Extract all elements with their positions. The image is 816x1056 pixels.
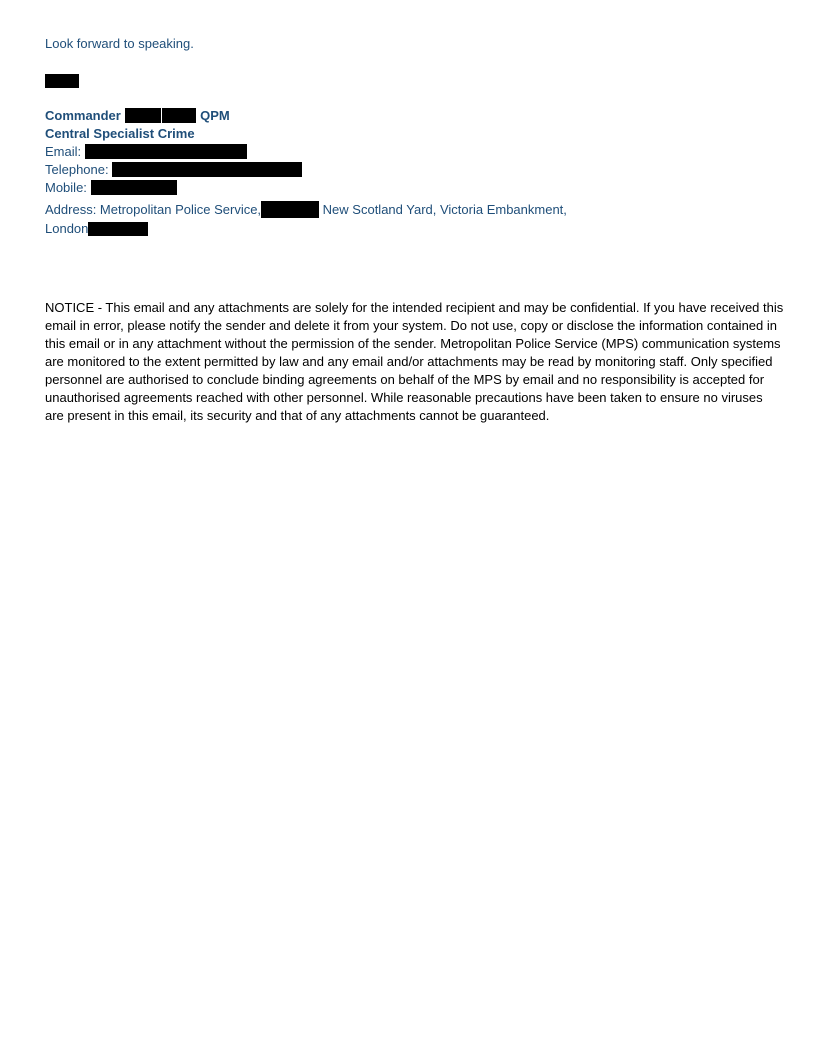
redaction-block (45, 74, 79, 88)
address-rest: New Scotland Yard, Victoria Embankment, (322, 202, 567, 217)
redaction-block (85, 144, 247, 159)
signature-name-line (45, 107, 230, 125)
redaction-block (162, 108, 196, 123)
sender-initials-redaction (45, 72, 79, 90)
redaction-block (261, 201, 319, 218)
redaction-block (91, 180, 177, 195)
signature-city-line (45, 220, 148, 238)
signature-address-line (45, 201, 567, 219)
signature-email-line (45, 143, 247, 161)
address-prefix: Address: Metropolitan Police Service, (45, 202, 262, 217)
closing-line (45, 35, 194, 53)
closing-text: Look forward to speaking. (45, 36, 194, 51)
mobile-label: Mobile: (45, 180, 87, 195)
rank-label: Commander (45, 108, 121, 123)
redaction-block (88, 222, 148, 236)
signature-telephone-line (45, 161, 302, 179)
redaction-block (125, 108, 161, 123)
honours-label: QPM (200, 108, 230, 123)
telephone-label: Telephone: (45, 162, 109, 177)
signature-unit-line (45, 125, 195, 143)
redaction-block (112, 162, 302, 177)
unit-label: Central Specialist Crime (45, 126, 195, 141)
legal-notice: NOTICE - This email and any attachments are solely for the intended recipient and may be confidential. If you have received this email in error, please notify the sender and delete it from your system. Do not use, copy or disclose the information contained in this email or in any attachment without the permission of the sender. Metropolitan Police Service (MPS) communication systems are monitored to the extent permitted by law and any email and/or attachments may be read by monitoring staff. Only specified personnel are authorised to conclude binding agreements on behalf of the MPS by email and no responsibility is accepted for unauthorised agreements reached with other personnel. While reasonable precautions have been taken to ensure no viruses are present in this email, its security and that of any attachments cannot be guaranteed. (45, 300, 784, 423)
email-label: Email: (45, 144, 82, 159)
signature-mobile-line (45, 179, 177, 197)
address-city: London (45, 221, 89, 236)
